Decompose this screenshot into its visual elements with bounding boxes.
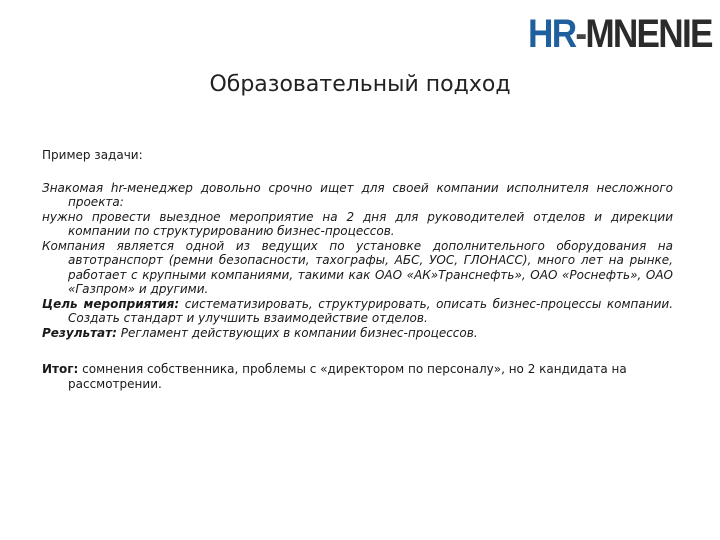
summary-paragraph — [42, 362, 673, 391]
slide-content — [42, 148, 673, 403]
goal-label: Цель мероприятия: — [42, 296, 180, 311]
summary-label: Итог: — [42, 362, 79, 376]
paragraph-task: нужно провести выездное мероприятие на 2 дня для руководителей отделов и дирекции компании по структурированию бизнес-процессов. — [42, 209, 673, 238]
slide-title: Образовательный подход — [209, 72, 511, 97]
paragraph-goal — [42, 297, 673, 326]
paragraph-outcome — [42, 326, 673, 341]
paragraph-company: Компания является одной из ведущих по установке дополнительного оборудования на автотранспорт (ремни безопасности, тахографы, АБС, УОС, ГЛОНАСС), много лет на рынке, работает с крупными компаниями, такими как ОАО «АК»Транснефть», ОАО «Роснефть», ОАО «Газпром» и другими. — [42, 238, 673, 296]
logo-dash: - — [575, 12, 586, 56]
goal-text: систематизировать, структурировать, описать бизнес-процессы компании. Создать стандарт и улучшить взаимодействие отделов. — [68, 296, 674, 325]
paragraph-intro: Знакомая hr-менеджер довольно срочно ищет для своей компании исполнителя несложного проекта: — [42, 180, 673, 209]
logo-hr: HR — [528, 12, 576, 56]
summary-text: сомнения собственника, проблемы с «директором по персоналу», но 2 кандидата на рассмотрении. — [68, 362, 627, 391]
example-label: Пример задачи: — [42, 148, 143, 162]
logo-mnenie: MNENIE — [585, 12, 712, 56]
hr-mnenie-logo — [528, 12, 712, 56]
outcome-text: Регламент действующих в компании бизнес-процессов. — [116, 325, 478, 340]
outcome-label: Результат: — [42, 325, 117, 340]
